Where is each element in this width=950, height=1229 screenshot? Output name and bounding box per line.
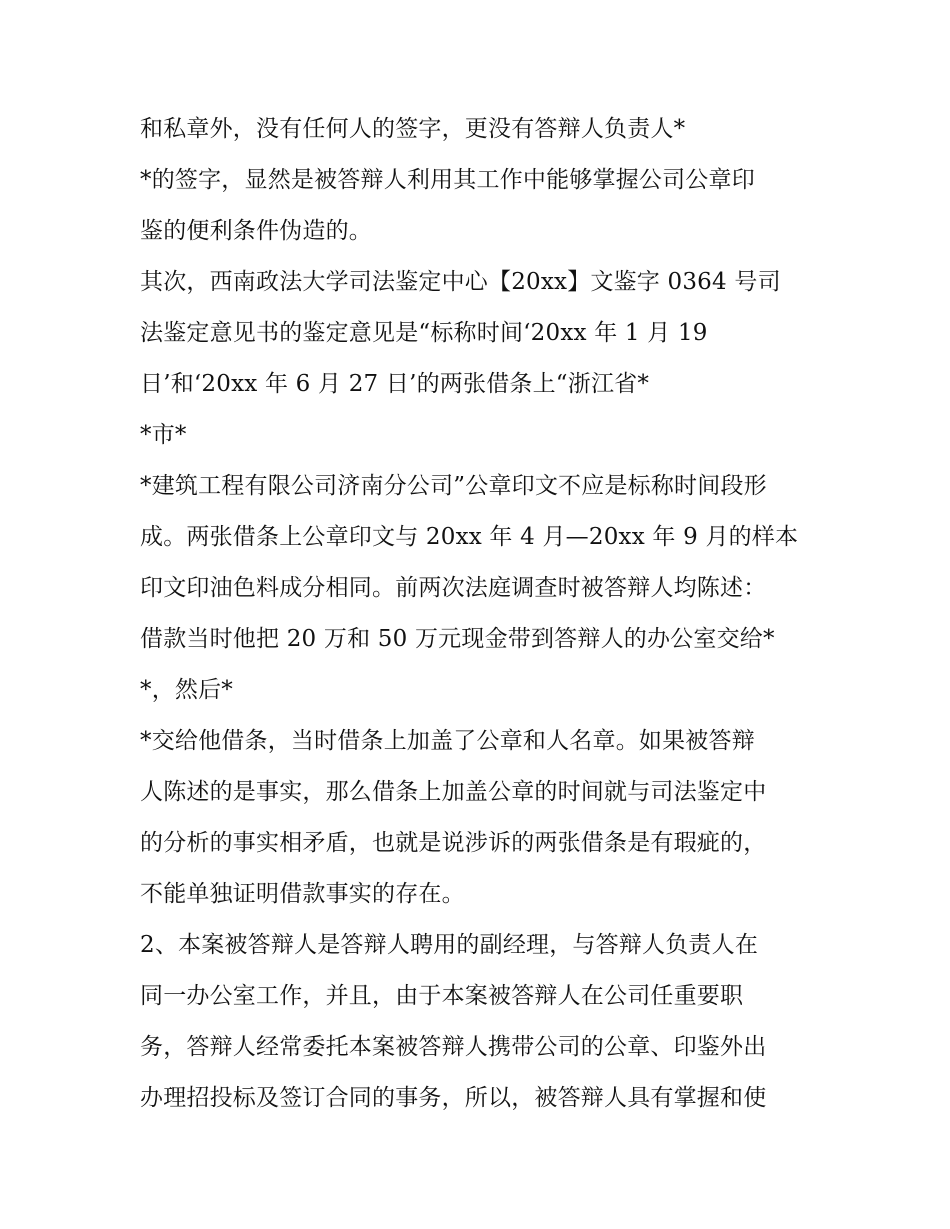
- text-line: 借款当时他把 20 万和 50 万元现金带到答辩人的办公室交给*: [140, 626, 775, 652]
- text-line: 法鉴定意见书的鉴定意见是“标称时间‘20xx 年 1 月 19: [140, 320, 708, 346]
- text-line: *市*: [140, 422, 187, 448]
- text-line: 鉴的便利条件伪造的。: [140, 218, 372, 244]
- text-line: 成。两张借条上公章印文与 20xx 年 4 月—20xx 年 9 月的样本: [140, 524, 799, 550]
- text-line: 办理招投标及签订合同的事务，所以，被答辩人具有掌握和使: [140, 1085, 767, 1111]
- text-line: *的签字，显然是被答辩人利用其工作中能够掌握公司公章印: [140, 167, 755, 193]
- text-line: 印文印油色料成分相同。前两次法庭调查时被答辩人均陈述：: [140, 575, 767, 601]
- text-line: 和私章外，没有任何人的签字，更没有答辩人负责人*: [140, 116, 686, 142]
- text-line: 务，答辩人经常委托本案被答辩人携带公司的公章、印鉴外出: [140, 1034, 767, 1060]
- text-line: *交给他借条，当时借条上加盖了公章和人名章。如果被答辩: [140, 728, 755, 754]
- text-line: 的分析的事实相矛盾，也就是说涉诉的两张借条是有瑕疵的，: [140, 830, 767, 856]
- text-line: 同一办公室工作，并且，由于本案被答辩人在公司任重要职: [140, 983, 744, 1009]
- text-line: 人陈述的是事实，那么借条上加盖公章的时间就与司法鉴定中: [140, 779, 767, 805]
- text-line: 不能单独证明借款事实的存在。: [140, 881, 465, 907]
- text-line: *建筑工程有限公司济南分公司”公章印文不应是标称时间段形: [140, 473, 767, 499]
- text-line: *，然后*: [140, 677, 233, 703]
- body-text: [140, 110, 830, 1130]
- text-line: 2、本案被答辩人是答辩人聘用的副经理，与答辩人负责人在: [140, 932, 759, 958]
- text-line: 其次，西南政法大学司法鉴定中心【20xx】文鉴字 0364 号司: [140, 269, 781, 295]
- text-line: 日’和‘20xx 年 6 月 27 日’的两张借条上“浙江省*: [140, 371, 650, 397]
